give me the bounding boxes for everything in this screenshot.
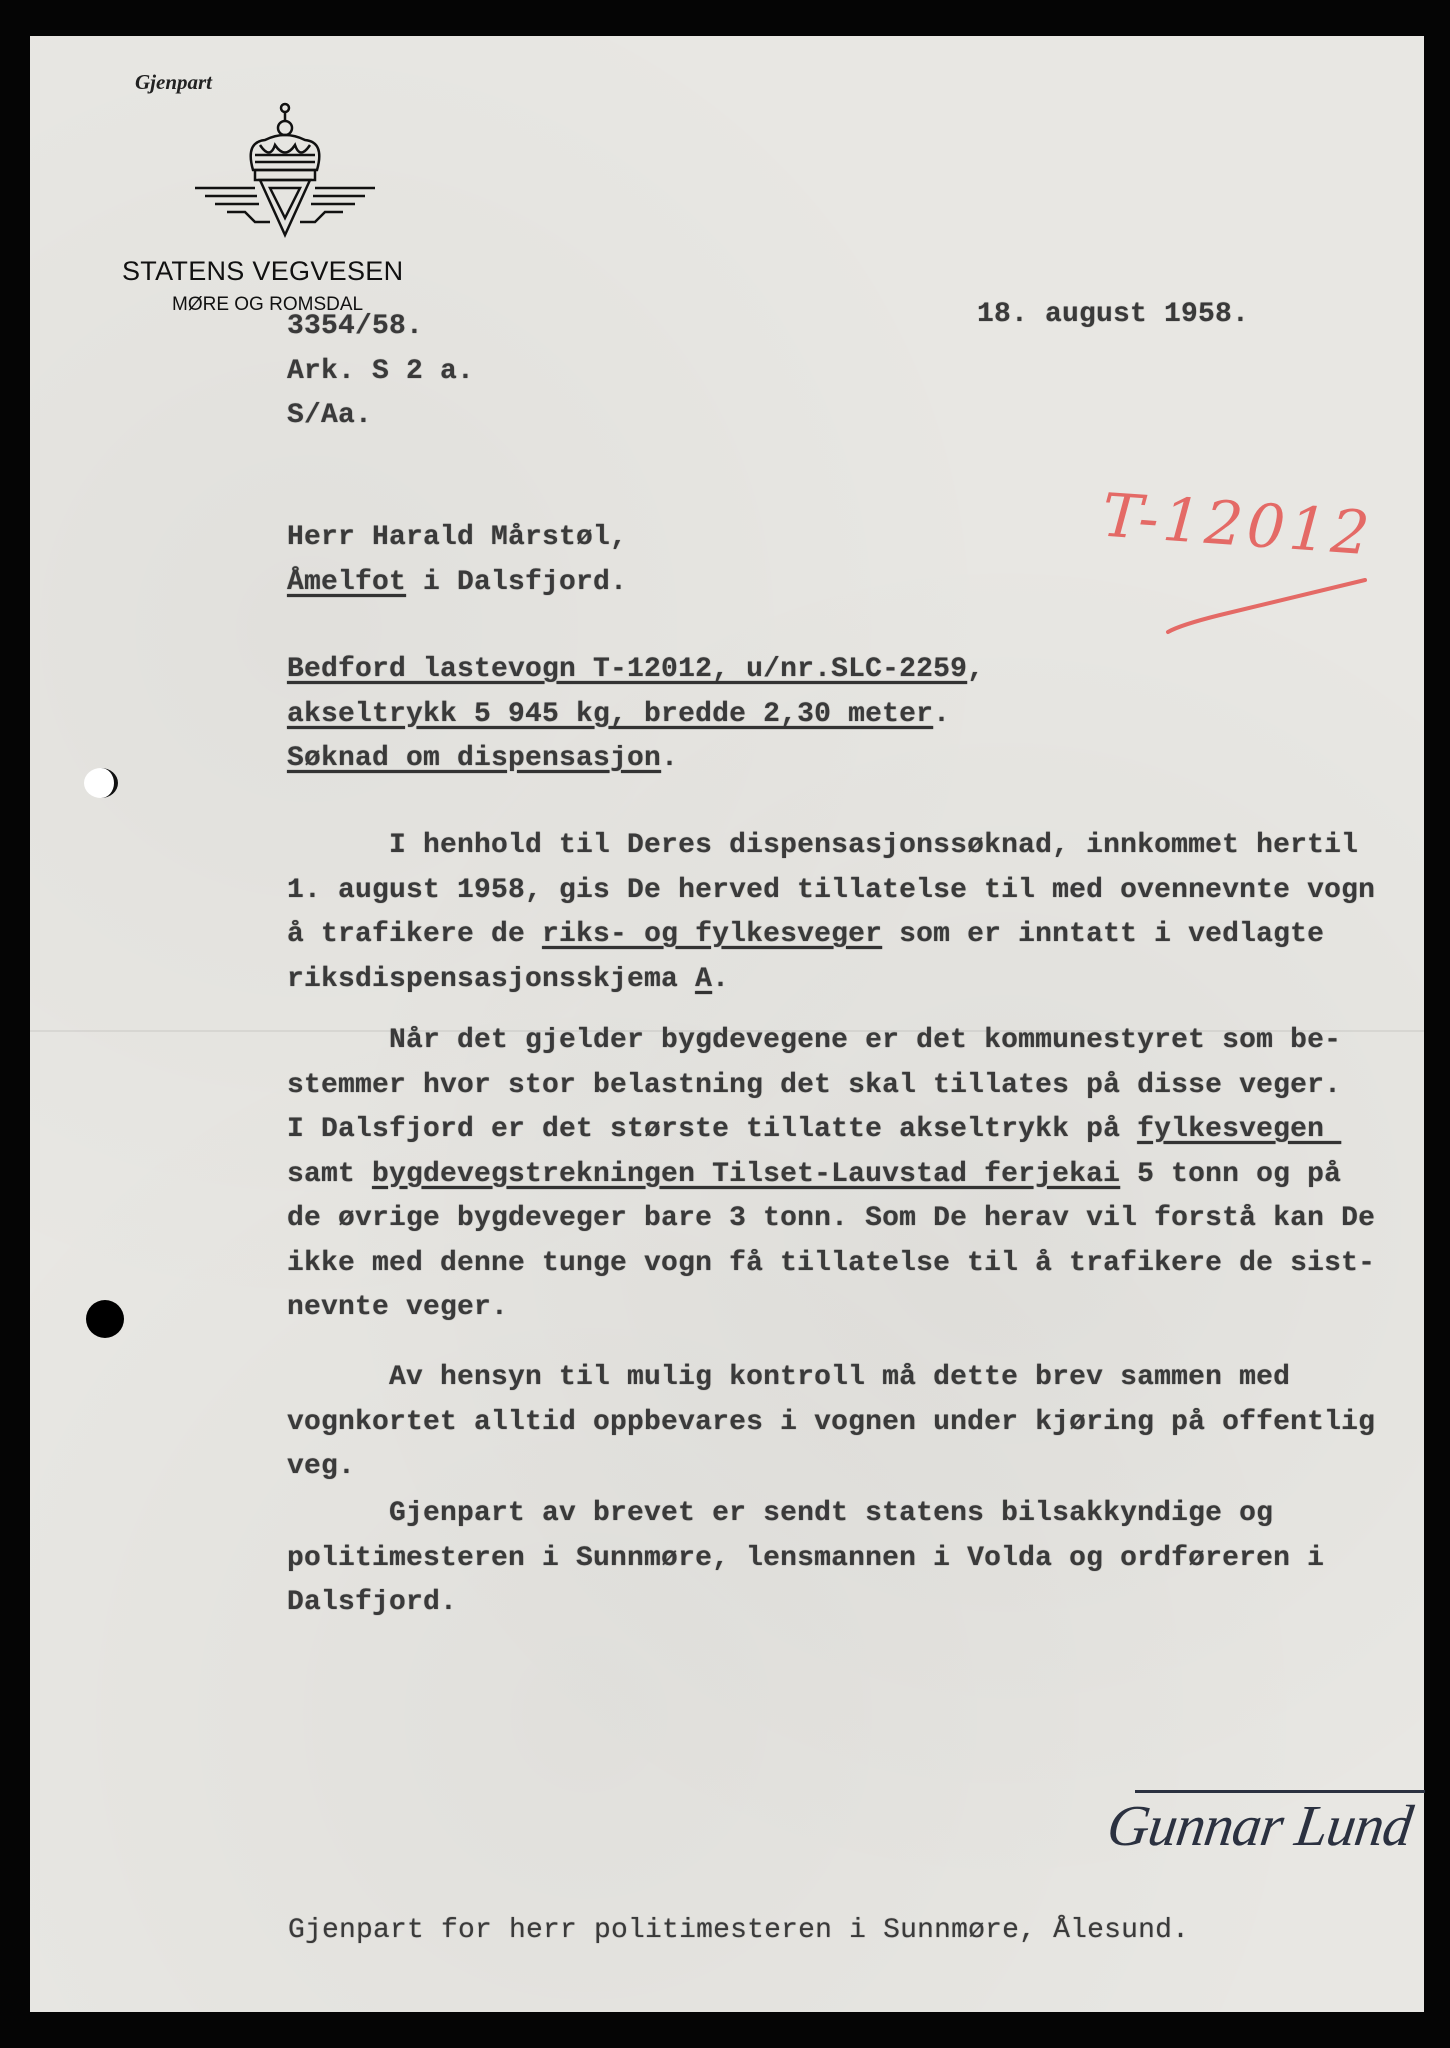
text-line (287, 913, 1375, 958)
underlined-text: Bedford lastevogn T-12012, u/nr.SLC-2259 (287, 654, 968, 685)
copy-notice: Gjenpart for herr politimesteren i Sunnmøre, Ålesund. (288, 1915, 1190, 1946)
underlined-text: akseltrykk 5 945 kg, bredde 2,30 meter (287, 698, 934, 730)
text-segment: 1. august 1958, gis De herved tillatelse til med ovennevnte vogn (287, 874, 1376, 906)
text-line (287, 1445, 1375, 1490)
text-line (287, 1401, 1375, 1446)
text-line (287, 693, 984, 738)
text-line (287, 1108, 1375, 1153)
text-line (287, 824, 1375, 869)
text-segment: veg. (287, 1451, 356, 1482)
underlined-text: Søknad om dispensasjon (287, 743, 662, 774)
text-line (287, 869, 1375, 914)
text-segment: Gjenpart av brevet er sendt statens bilsakkyndige og (287, 1498, 1274, 1529)
underlined-text: bygdevegstrekningen Tilset-Lauvstad ferjekai (372, 1158, 1121, 1190)
punch-hole (86, 1300, 124, 1338)
reference-line: S/Aa. (287, 400, 373, 431)
underlined-text: A (695, 963, 713, 995)
text-line (287, 737, 984, 782)
body-paragraph (287, 1356, 1375, 1490)
text-segment: i Dalsfjord. (406, 566, 628, 598)
text-line (287, 1537, 1324, 1582)
text-line (287, 1019, 1375, 1064)
recipient-address (287, 516, 627, 605)
text-segment: samt (287, 1158, 373, 1190)
red-pen-stroke (1160, 570, 1380, 640)
text-line (287, 1064, 1375, 1109)
text-segment: 5 tonn og på (1120, 1158, 1342, 1190)
underlined-text: fylkesvegen (1137, 1114, 1342, 1145)
text-line (287, 561, 627, 606)
text-segment: de øvrige bygdeveger bare 3 tonn. Som De herav vil forstå kan De (287, 1203, 1376, 1234)
punch-hole (84, 768, 118, 798)
crown-wings-logo (185, 100, 385, 245)
text-line (287, 1286, 1375, 1331)
text-segment: . (712, 963, 730, 995)
organization-region: MØRE OG ROMSDAL (172, 294, 364, 315)
text-line (287, 958, 1375, 1003)
text-segment: nevnte veger. (287, 1292, 509, 1323)
body-paragraph (287, 824, 1375, 1002)
text-line (287, 516, 627, 561)
text-segment: . (661, 743, 679, 774)
text-segment: Herr Harald Mårstøl, (287, 522, 628, 553)
text-line (287, 1581, 1324, 1626)
text-line (287, 1197, 1375, 1242)
body-paragraph (287, 1492, 1324, 1626)
text-segment: , (967, 654, 985, 685)
text-segment: riksdispensasjonsskjema (287, 963, 696, 995)
text-segment: Dalsfjord. (287, 1587, 458, 1618)
text-segment: Når det gjelder bygdevegene er det kommunestyret som be- (287, 1025, 1342, 1056)
text-segment: som er inntatt i vedlagte (882, 919, 1325, 950)
text-segment: I Dalsfjord er det største tillatte akseltrykk på (287, 1114, 1138, 1145)
organization-name: STATENS VEGVESEN (122, 256, 404, 286)
underlined-text: Åmelfot (287, 566, 407, 598)
text-segment: I henhold til Deres dispensasjonssøknad, innkommet hertil (287, 830, 1359, 861)
underlined-text: riks- og fylkesveger (542, 919, 883, 950)
text-segment: . (933, 698, 951, 730)
reference-line: Ark. S 2 a. (287, 355, 475, 387)
text-line (287, 1242, 1375, 1287)
text-line (287, 1356, 1375, 1401)
reference-line: 3354/58. (287, 311, 424, 342)
text-segment: vognkortet alltid oppbevares i vognen under kjøring på offentlig (287, 1406, 1376, 1438)
text-line (287, 1153, 1375, 1198)
subject-line (287, 648, 984, 782)
red-handwritten-annotation: T-12012 (1099, 480, 1376, 570)
text-segment: politimesteren i Sunnmøre, lensmannen i Volda og ordføreren i (287, 1542, 1325, 1574)
text-segment: Av hensyn til mulig kontroll må dette brev sammen med (287, 1362, 1291, 1393)
reference-block (287, 305, 474, 439)
text-line (287, 1492, 1324, 1537)
text-segment: å trafikere de (287, 919, 543, 950)
date-text: 18. august 1958. (977, 299, 1250, 330)
handwritten-signature: Gunnar Lund (1103, 1793, 1416, 1858)
text-line (287, 648, 984, 693)
copy-label: Gjenpart (135, 70, 213, 94)
body-paragraph (287, 1019, 1375, 1331)
letter-date (977, 231, 1249, 369)
text-segment: ikke med denne tunge vogn få tillatelse til å trafikere de sist- (287, 1247, 1376, 1279)
text-segment: stemmer hvor stor belastning det skal tillates på disse veger. (287, 1069, 1342, 1101)
